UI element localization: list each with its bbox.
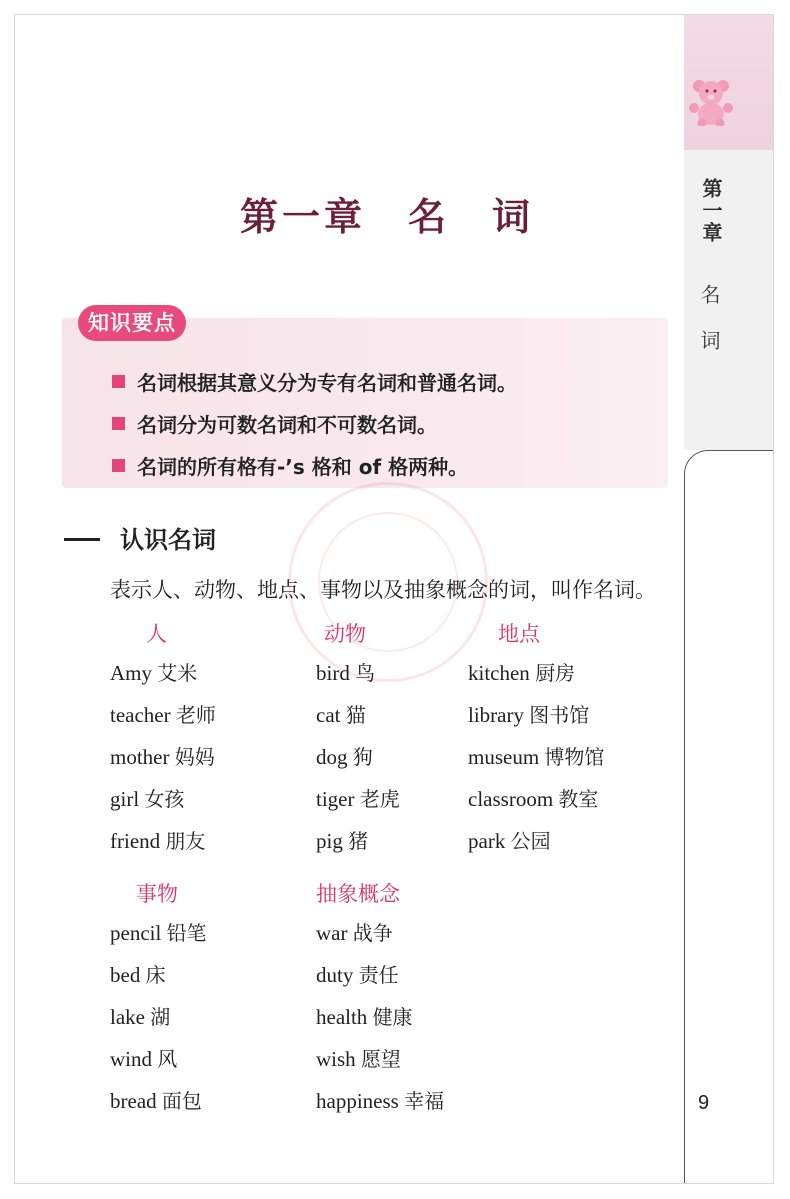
word-item — [468, 694, 604, 736]
word-zh: 责任 — [358, 963, 399, 987]
word-zh: 愿望 — [360, 1047, 401, 1071]
word-item — [110, 996, 207, 1038]
group-heading-animals: 动物 — [324, 622, 366, 646]
word-item — [316, 954, 444, 996]
knowledge-point — [112, 402, 517, 444]
chapter-title: 第一章 名 词 — [240, 194, 535, 239]
knowledge-point-text: 名词的所有格有-’s 格和 of 格两种。 — [137, 454, 469, 479]
word-zh: 铅笔 — [166, 921, 207, 945]
word-item — [110, 820, 216, 862]
word-en: library — [468, 703, 524, 727]
word-en: wish — [316, 1047, 356, 1071]
word-item — [110, 694, 216, 736]
word-item — [316, 652, 400, 694]
group-heading-people: 人 — [146, 622, 167, 646]
word-en: happiness — [316, 1089, 399, 1113]
word-list-abstract — [316, 912, 444, 1122]
word-en: bread — [110, 1089, 157, 1113]
word-list-people — [110, 652, 216, 862]
page-number: 9 — [698, 1092, 710, 1114]
word-en: kitchen — [468, 661, 530, 685]
group-heading-abstract: 抽象概念 — [316, 882, 400, 906]
word-en: classroom — [468, 787, 554, 811]
word-zh: 公园 — [510, 829, 551, 853]
square-bullet-icon — [112, 375, 125, 388]
word-item — [110, 736, 216, 778]
word-zh: 幸福 — [404, 1089, 445, 1113]
word-zh: 风 — [157, 1047, 178, 1071]
word-item — [316, 820, 400, 862]
word-item — [316, 1080, 444, 1122]
word-zh: 猪 — [348, 829, 369, 853]
word-item — [110, 652, 216, 694]
word-en: wind — [110, 1047, 152, 1071]
word-en: cat — [316, 703, 341, 727]
word-en: girl — [110, 787, 140, 811]
word-en: dog — [316, 745, 348, 769]
word-zh: 老师 — [175, 703, 216, 727]
word-zh: 教室 — [558, 787, 599, 811]
word-en: pig — [316, 829, 343, 853]
word-item — [468, 736, 604, 778]
word-list-places — [468, 652, 604, 862]
word-item — [468, 778, 604, 820]
square-bullet-icon — [112, 417, 125, 430]
word-zh: 面包 — [161, 1089, 202, 1113]
word-item — [110, 778, 216, 820]
side-chapter-label: 第一章 — [699, 178, 723, 244]
section-title: 认识名词 — [120, 526, 216, 554]
side-title-label: 名词 — [697, 284, 721, 376]
word-item — [316, 778, 400, 820]
knowledge-point-text: 名词根据其意义分为专有名词和普通名词。 — [137, 370, 517, 395]
word-zh: 狗 — [352, 745, 373, 769]
word-en: museum — [468, 745, 540, 769]
word-en: teacher — [110, 703, 171, 727]
word-zh: 女孩 — [144, 787, 185, 811]
word-item — [316, 912, 444, 954]
word-en: health — [316, 1005, 368, 1029]
word-zh: 床 — [145, 963, 166, 987]
word-en: pencil — [110, 921, 162, 945]
side-tab-margin — [684, 450, 773, 1183]
word-zh: 妈妈 — [174, 745, 215, 769]
word-en: bird — [316, 661, 350, 685]
word-zh: 博物馆 — [544, 745, 605, 769]
square-bullet-icon — [112, 459, 125, 472]
word-item — [316, 1038, 444, 1080]
word-en: tiger — [316, 787, 355, 811]
knowledge-point — [112, 444, 517, 486]
word-item — [316, 996, 444, 1038]
word-list-animals — [316, 652, 400, 862]
word-item — [110, 954, 207, 996]
section-intro: 表示人、动物、地点、事物以及抽象概念的词，叫作名词。 — [110, 578, 656, 602]
word-en: friend — [110, 829, 161, 853]
teddy-bear-icon — [688, 76, 734, 126]
word-en: bed — [110, 963, 141, 987]
word-item — [316, 694, 400, 736]
word-en: park — [468, 829, 506, 853]
knowledge-points-badge: 知识要点 — [78, 305, 186, 341]
word-item — [110, 1080, 207, 1122]
group-heading-things: 事物 — [136, 882, 178, 906]
section-number-dash — [64, 538, 100, 541]
word-en: duty — [316, 963, 354, 987]
word-en: war — [316, 921, 348, 945]
word-list-things — [110, 912, 207, 1122]
word-item — [316, 736, 400, 778]
word-zh: 厨房 — [535, 661, 576, 685]
word-zh: 猫 — [345, 703, 366, 727]
word-en: Amy — [110, 661, 152, 685]
word-item — [468, 820, 604, 862]
word-zh: 健康 — [372, 1005, 413, 1029]
word-item — [110, 912, 207, 954]
word-item — [468, 652, 604, 694]
word-zh: 战争 — [352, 921, 393, 945]
word-zh: 鸟 — [355, 661, 376, 685]
word-zh: 湖 — [150, 1005, 171, 1029]
word-item — [110, 1038, 207, 1080]
word-zh: 老虎 — [359, 787, 400, 811]
knowledge-point-text: 名词分为可数名词和不可数名词。 — [137, 412, 437, 437]
knowledge-point — [112, 360, 517, 402]
word-zh: 朋友 — [165, 829, 206, 853]
word-zh: 艾米 — [157, 661, 198, 685]
word-zh: 图书馆 — [529, 703, 590, 727]
group-heading-places: 地点 — [498, 622, 540, 646]
knowledge-points-list — [112, 360, 517, 486]
word-en: lake — [110, 1005, 145, 1029]
word-en: mother — [110, 745, 170, 769]
